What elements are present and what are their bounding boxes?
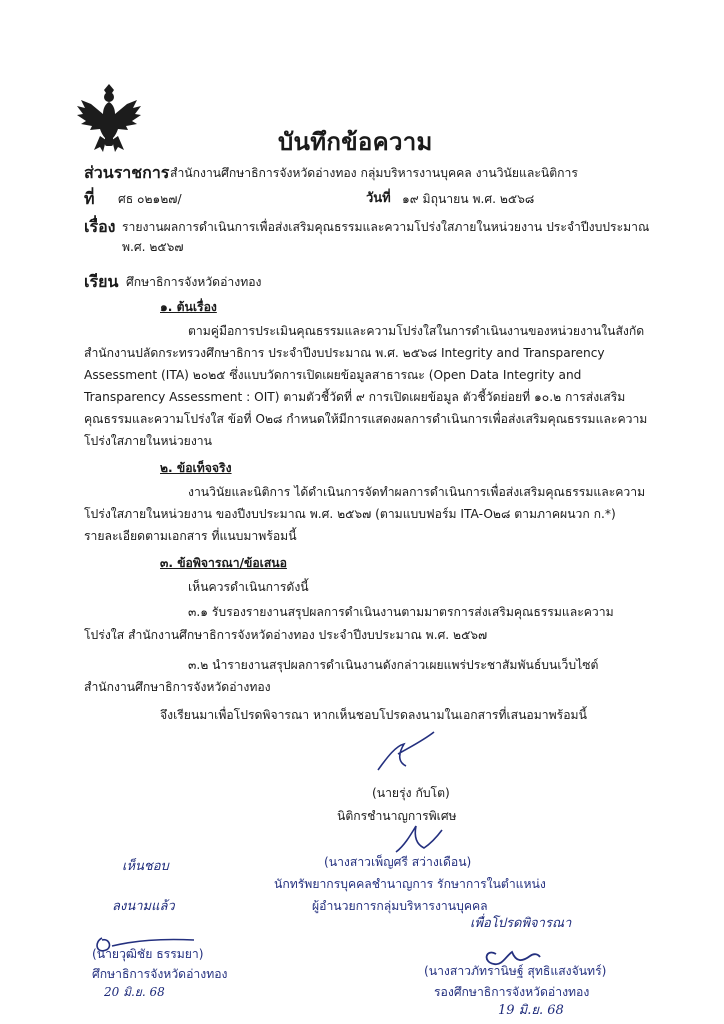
subject-label: เรื่อง [84, 217, 116, 236]
section-1-line: โปร่งใสภายในหน่วยงาน [84, 434, 212, 448]
ref-value: ศธ ๐๒๑๒๗/ [118, 192, 182, 206]
signature-4-date: 20 มิ.ย. 68 [104, 985, 165, 999]
signature-3-position: รองศึกษาธิการจังหวัดอ่างทอง [434, 985, 590, 999]
section-1-line: ตามคู่มือการประเมินคุณธรรมและความโปร่งใสในการดำเนินงานของหน่วยงานในสังกัด [188, 324, 645, 338]
handwritten-forward-note: เพื่อโปรดพิจารณา [470, 916, 572, 931]
to-label: เรียน [84, 272, 119, 291]
agency-value: สำนักงานศึกษาธิการจังหวัดอ่างทอง กลุ่มบริหารงานบุคคล งานวินัยและนิติการ [170, 166, 578, 180]
section-3-1-line: ๓.๑ รับรองรายงานสรุปผลการดำเนินงานตามมาตรการส่งเสริมคุณธรรมและความ [188, 605, 614, 619]
section-1-line: สำนักงานปลัดกระทรวงศึกษาธิการ ประจำปีงบประมาณ พ.ศ. ๒๕๖๘ Integrity and Transparency [84, 346, 605, 360]
ref-label: ที่ [84, 189, 95, 208]
date-value: ๑๙ มิถุนายน พ.ศ. ๒๕๖๘ [402, 192, 535, 206]
signature-2-position-line: ผู้อำนวยการกลุ่มบริหารงานบุคคล [312, 899, 488, 913]
section-1-line: คุณธรรมและความโปร่งใส ข้อที่ O๒๘ กำหนดให้มีการแสดงผลการดำเนินการเพื่อส่งเสริมคุณธรรมและความ [84, 412, 648, 426]
signature-2-mark [390, 818, 450, 858]
section-3-heading: ๓. ข้อพิจารณา/ข้อเสนอ [160, 556, 287, 570]
agency-label: ส่วนราชการ [84, 163, 170, 182]
section-3-1-line: โปร่งใส สำนักงานศึกษาธิการจังหวัดอ่างทอง ประจำปีงบประมาณ พ.ศ. ๒๕๖๗ [84, 628, 488, 642]
signature-3-name: (นางสาวภัทรานิษฐ์ สุทธิแสงจันทร์) [424, 964, 607, 978]
signature-2-name: (นางสาวเพ็ญศรี สว่างเดือน) [324, 855, 472, 869]
section-2-line: โปร่งใสภายในหน่วยงาน ของปีงบประมาณ พ.ศ. ๒๕๖๗ (ตามแบบฟอร์ม ITA-O๒๘ ตามภาคผนวก ก.*) [84, 507, 616, 521]
signature-2-position-line: นักทรัพยากรบุคคลชำนาญการ รักษาการในตำแหน่ง [274, 877, 546, 891]
handwritten-signed-note: ลงนามแล้ว [112, 899, 175, 914]
signature-1-mark [360, 730, 450, 780]
garuda-emblem-icon [72, 80, 146, 156]
to-value: ศึกษาธิการจังหวัดอ่างทอง [126, 275, 262, 289]
section-1-line: Transparency Assessment : OIT) ตามตัวชี้วัดที่ ๙ การเปิดเผยข้อมูล ตัวชี้วัดย่อยที่ ๑๐.๒ การส่งเสริม [84, 390, 626, 404]
closing-line: จึงเรียนมาเพื่อโปรดพิจารณา หากเห็นชอบโปรดลงนามในเอกสารที่เสนอมาพร้อมนี้ [160, 708, 587, 722]
section-3-intro: เห็นควรดำเนินการดังนี้ [188, 580, 309, 594]
section-3-2-line: ๓.๒ นำรายงานสรุปผลการดำเนินงานดังกล่าวเผยแพร่ประชาสัมพันธ์บนเว็บไซต์ [188, 658, 599, 672]
signature-4-position: ศึกษาธิการจังหวัดอ่างทอง [92, 967, 228, 981]
section-2-heading: ๒. ข้อเท็จจริง [160, 461, 232, 475]
section-1-line: Assessment (ITA) ๒๐๒๕ ซึ่งแบบวัดการเปิดเผยข้อมูลสาธารณะ (Open Data Integrity and [84, 368, 582, 382]
signature-1-position: นิติกรชำนาญการพิเศษ [337, 809, 457, 823]
subject-line-1: รายงานผลการดำเนินการเพื่อส่งเสริมคุณธรรมและความโปร่งใสภายในหน่วยงาน ประจำปีงบประมาณ [122, 220, 650, 234]
handwritten-approve-note: เห็นชอบ [122, 859, 169, 874]
section-1-heading: ๑. ต้นเรื่อง [160, 300, 217, 314]
signature-1-name: (นายรุ่ง กับโต) [372, 786, 450, 800]
section-3-2-line: สำนักงานศึกษาธิการจังหวัดอ่างทอง [84, 680, 271, 694]
signature-4-name: (นายวุฒิชัย ธรรมยา) [92, 947, 204, 961]
date-label: วันที่ [366, 191, 391, 206]
memo-title: บันทึกข้อความ [278, 128, 433, 156]
section-2-line: รายละเอียดตามเอกสาร ที่แนบมาพร้อมนี้ [84, 529, 297, 543]
subject-line-2: พ.ศ. ๒๕๖๗ [122, 240, 184, 254]
section-2-line: งานวินัยและนิติการ ได้ดำเนินการจัดทำผลการดำเนินการเพื่อส่งเสริมคุณธรรมและความ [188, 485, 646, 499]
signature-3-date: 19 มิ.ย. 68 [498, 1003, 564, 1018]
